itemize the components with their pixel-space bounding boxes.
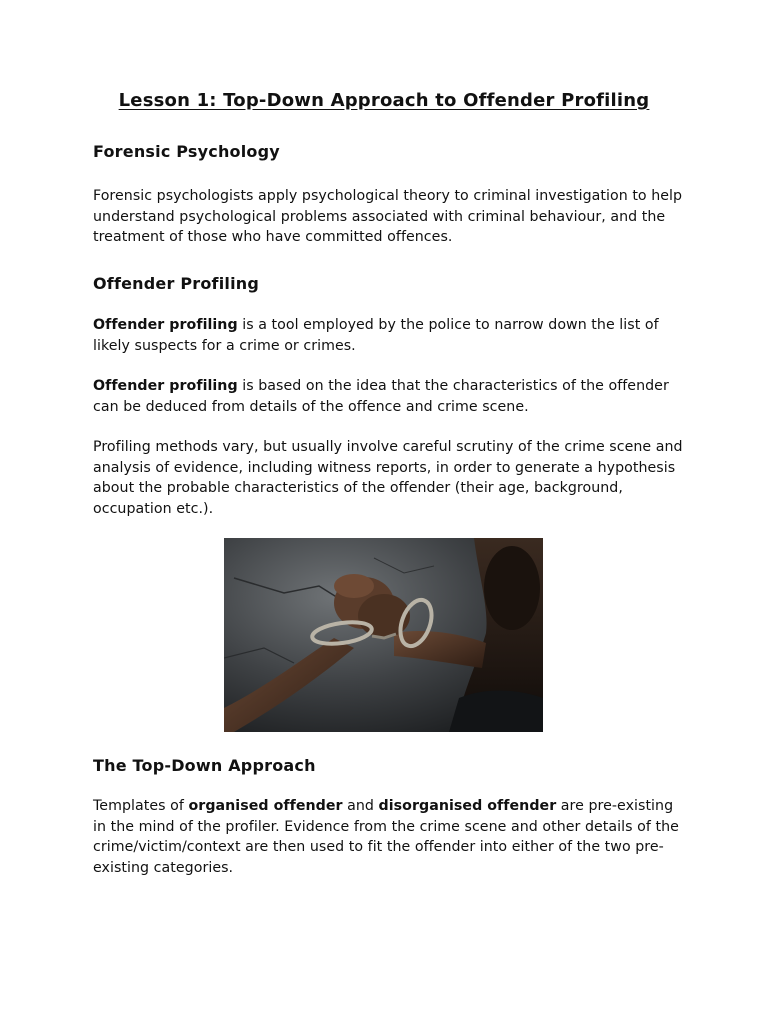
heading-offender-profiling: Offender Profiling (93, 274, 259, 293)
bold-term-disorganised: disorganised offender (378, 798, 557, 814)
paragraph-text: and (342, 798, 379, 814)
paragraph-profiling-methods: Profiling methods vary, but usually involve careful scrutiny of the crime scene and analysis of evidence, including witness reports, in order to generate a hypothesis about the probable characteristics of the offender (their age, background, occupation etc.). (93, 439, 683, 517)
paragraph-top-down (93, 796, 683, 878)
paragraph-profiling-tool (93, 315, 683, 356)
heading-top-down-approach: The Top-Down Approach (93, 756, 316, 775)
bold-term-organised: organised offender (188, 798, 343, 814)
paragraph-text: is a tool employed by the police to narrow down the list of likely suspects for a crime or crimes. (93, 317, 659, 354)
paragraph-text: are pre-existing in the mind of the profiler. Evidence from the crime scene and other details of the crime/victim/context are then used to fit the offender into either of the two pre-existing categories. (93, 798, 679, 876)
paragraph-profiling-idea (93, 376, 683, 417)
photo-illustration (224, 538, 543, 732)
handcuffed-hands-photo (224, 538, 543, 732)
paragraph-text: is based on the idea that the characteristics of the offender can be deduced from details of the offence and crime scene. (93, 378, 669, 415)
paragraph-text: Templates of (93, 798, 189, 814)
heading-forensic-psychology: Forensic Psychology (93, 142, 280, 161)
bold-term: Offender profiling (93, 317, 238, 333)
paragraph-forensic-psychology: Forensic psychologists apply psychological theory to criminal investigation to help understand psychological problems associated with criminal behaviour, and the treatment of those who have committed offences. (93, 188, 683, 245)
bold-term: Offender profiling (93, 378, 238, 394)
page-title: Lesson 1: Top-Down Approach to Offender Profiling (118, 90, 650, 111)
